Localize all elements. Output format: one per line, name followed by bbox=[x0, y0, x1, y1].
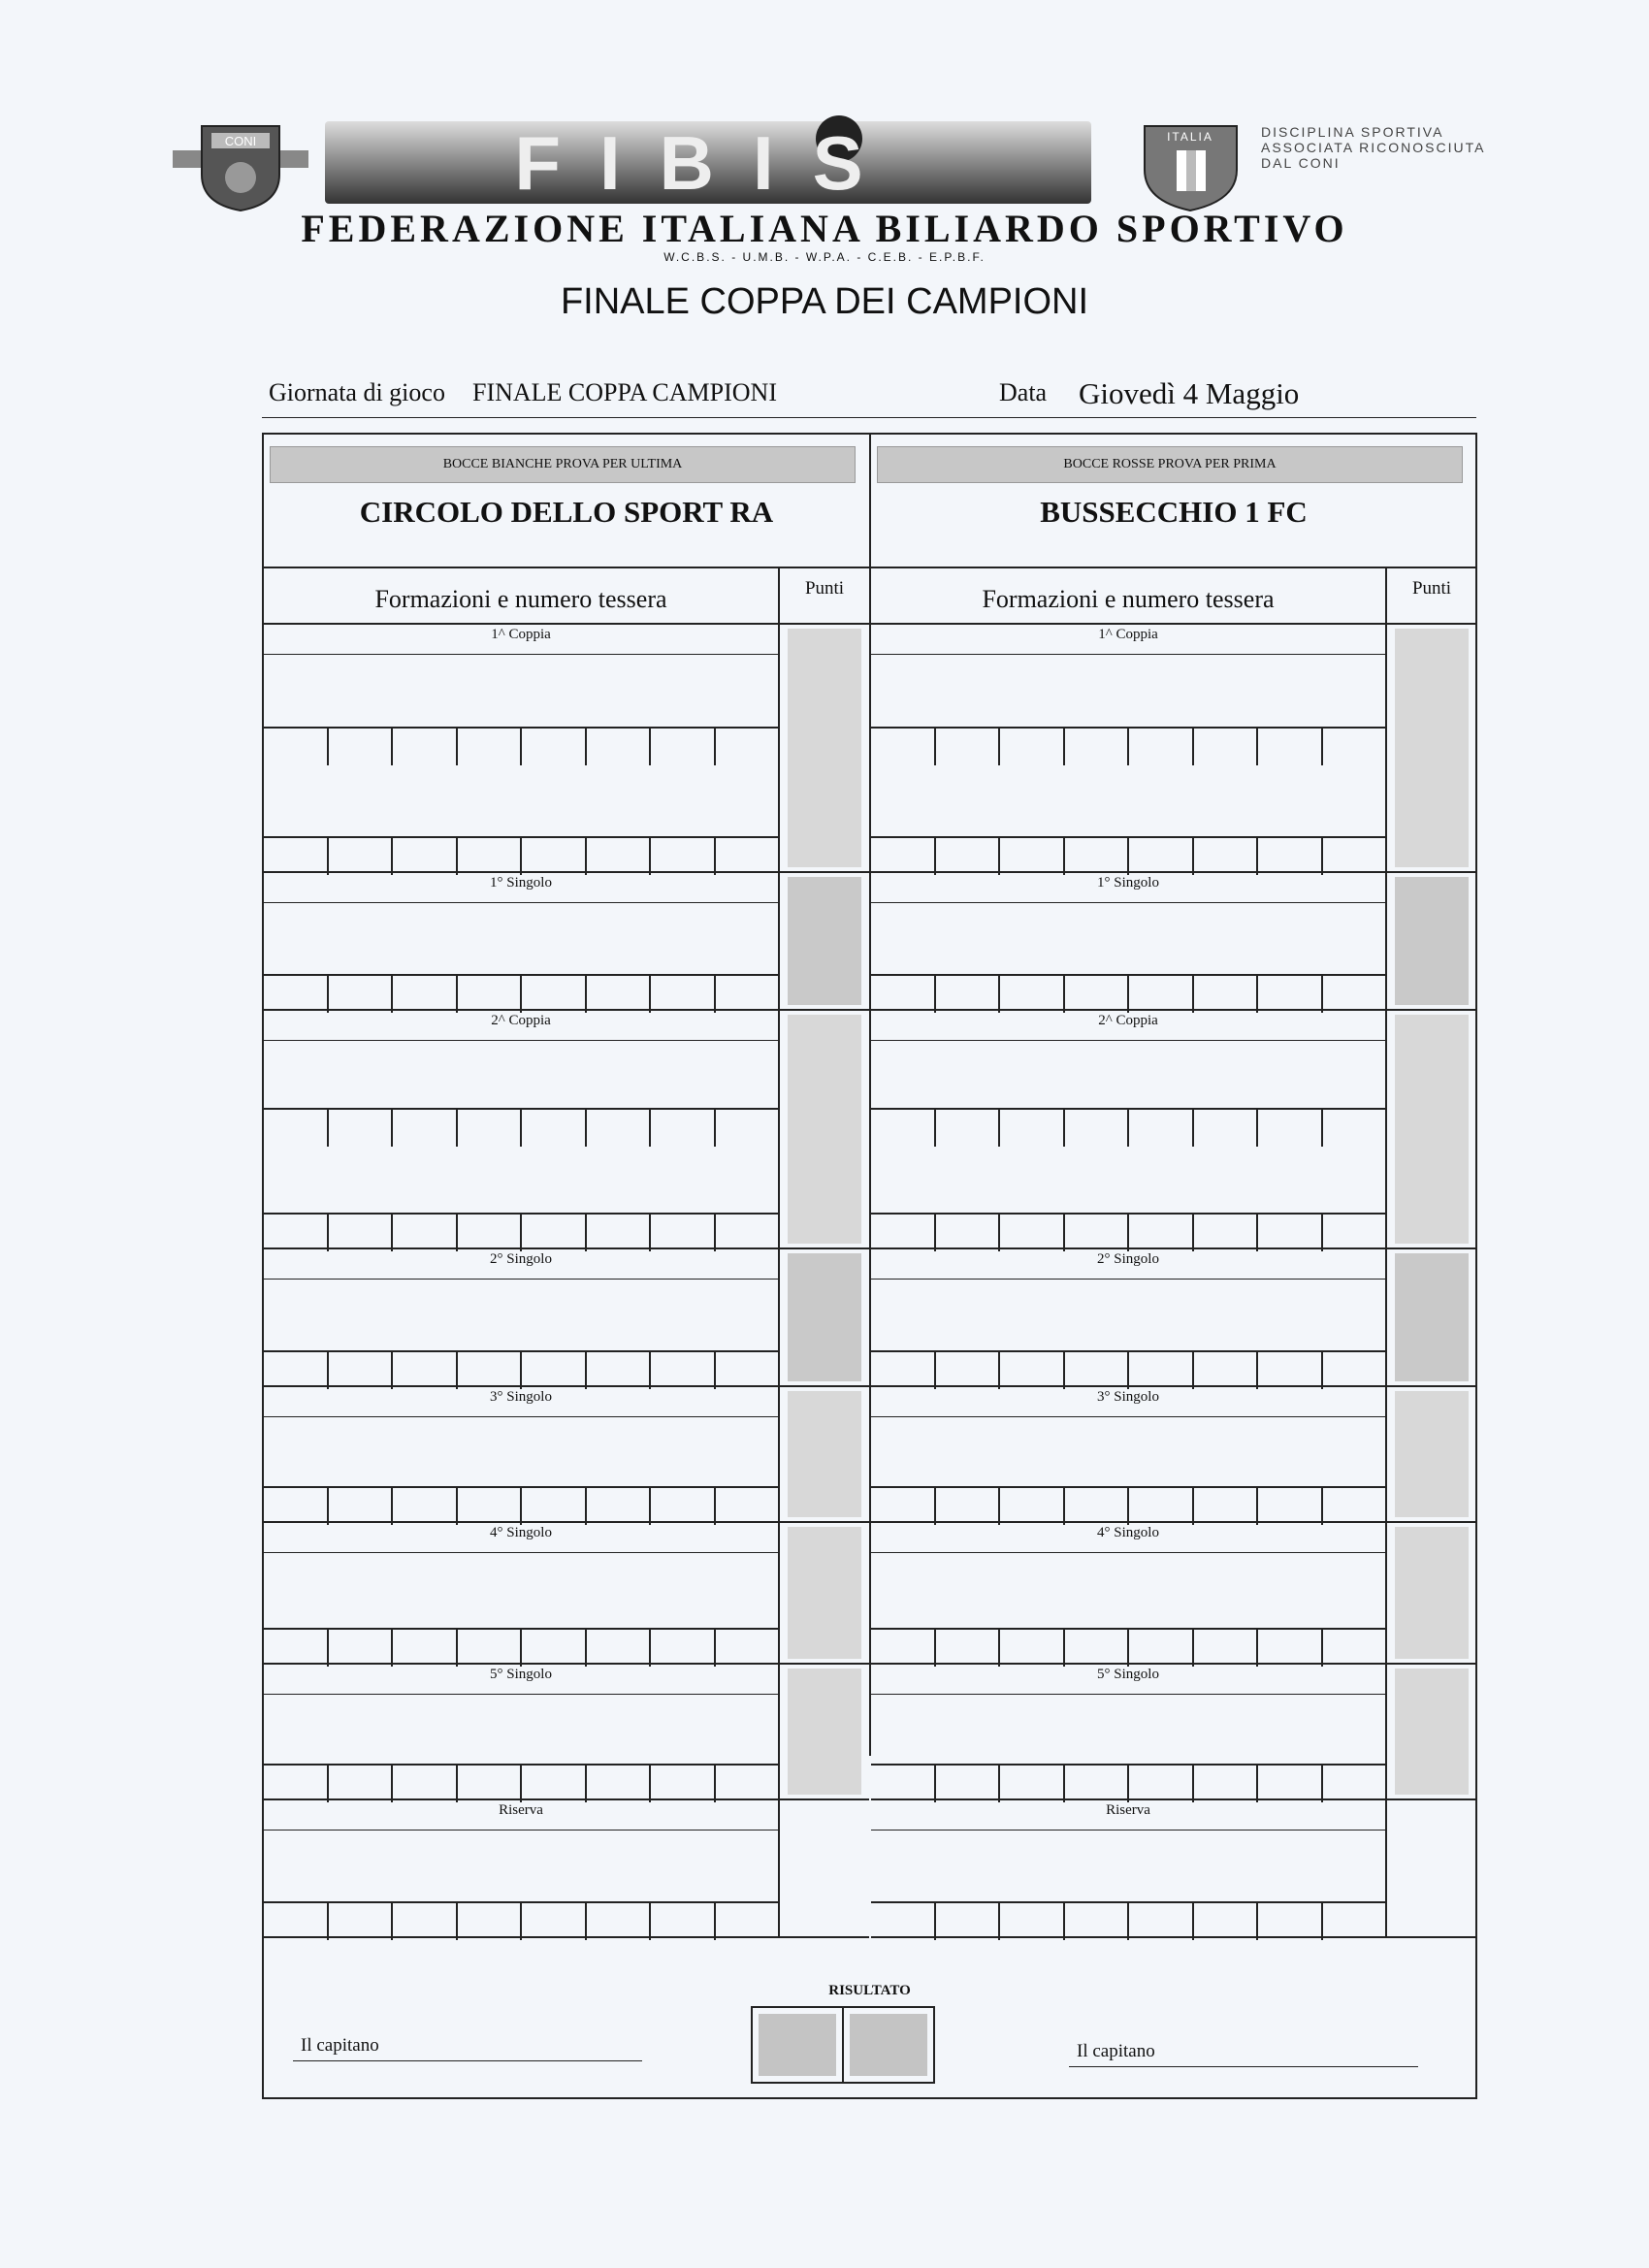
tessera-cell[interactable] bbox=[1129, 1630, 1194, 1667]
punti-shade bbox=[788, 1391, 861, 1517]
tessera-cell[interactable] bbox=[1194, 1903, 1259, 1940]
section-label: 3° Singolo bbox=[1097, 1389, 1159, 1405]
tessera-cell[interactable] bbox=[651, 729, 716, 765]
tessera-cell[interactable] bbox=[587, 976, 652, 1013]
tessera-cell[interactable] bbox=[587, 1630, 652, 1667]
tessera-cell[interactable] bbox=[1323, 1352, 1386, 1389]
tessera-cell[interactable] bbox=[1000, 1352, 1065, 1389]
section-rule bbox=[264, 654, 778, 655]
tessera-cell[interactable] bbox=[871, 1215, 936, 1251]
tessera-cell[interactable] bbox=[1065, 976, 1130, 1013]
section-rule bbox=[264, 902, 778, 903]
tessera-cell[interactable] bbox=[1129, 838, 1194, 875]
tessera-cells bbox=[264, 1350, 778, 1389]
tessera-cell[interactable] bbox=[1065, 729, 1130, 765]
right-punti-cell[interactable] bbox=[1387, 1665, 1476, 1800]
tessera-cell[interactable] bbox=[1194, 1630, 1259, 1667]
tessera-cell[interactable] bbox=[329, 838, 394, 875]
tessera-cell[interactable] bbox=[716, 1352, 779, 1389]
section-rule bbox=[264, 1830, 778, 1831]
tessera-cell[interactable] bbox=[393, 729, 458, 765]
tessera-cell[interactable] bbox=[393, 1630, 458, 1667]
tessera-cell[interactable] bbox=[1129, 729, 1194, 765]
affiliations: W.C.B.S. - U.M.B. - W.P.A. - C.E.B. - E.P.B.F. bbox=[663, 250, 986, 264]
section-label: 4° Singolo bbox=[490, 1525, 552, 1540]
right-section bbox=[871, 873, 1387, 1011]
tessera-cell[interactable] bbox=[871, 976, 936, 1013]
left-punti-cell[interactable] bbox=[780, 625, 869, 873]
tessera-cell[interactable] bbox=[1194, 1110, 1259, 1147]
section-rule bbox=[264, 1416, 778, 1417]
tessera-cell[interactable] bbox=[1194, 729, 1259, 765]
federation-name: FEDERAZIONE ITALIANA BILIARDO SPORTIVO bbox=[301, 207, 1348, 250]
tessera-cell[interactable] bbox=[587, 1110, 652, 1147]
tessera-cell[interactable] bbox=[1258, 1352, 1323, 1389]
tessera-cell[interactable] bbox=[458, 729, 523, 765]
giornata-value: FINALE COPPA CAMPIONI bbox=[472, 378, 777, 406]
tessera-cell[interactable] bbox=[264, 1352, 329, 1389]
discipline-line-1: DISCIPLINA SPORTIVA bbox=[1261, 124, 1444, 140]
tessera-cells bbox=[264, 1628, 778, 1667]
section-label: 5° Singolo bbox=[1097, 1667, 1159, 1682]
left-punti-header: Punti bbox=[804, 578, 845, 599]
tessera-cell[interactable] bbox=[264, 838, 329, 875]
tessera-cell[interactable] bbox=[1258, 1488, 1323, 1525]
tessera-cells bbox=[871, 974, 1385, 1013]
right-section bbox=[871, 1665, 1387, 1800]
tessera-cell[interactable] bbox=[458, 838, 523, 875]
tessera-cell[interactable] bbox=[264, 1766, 329, 1802]
left-column-header bbox=[264, 567, 869, 625]
tessera-cell[interactable] bbox=[936, 1110, 1001, 1147]
tessera-cell[interactable] bbox=[458, 1488, 523, 1525]
tessera-cell[interactable] bbox=[1000, 838, 1065, 875]
left-punti-cell[interactable] bbox=[780, 1249, 869, 1387]
section-rule bbox=[871, 1830, 1385, 1831]
right-captain-label: Il capitano bbox=[1077, 2041, 1155, 2061]
tessera-cell[interactable] bbox=[1258, 729, 1323, 765]
tessera-cells bbox=[264, 1764, 778, 1802]
tessera-cell[interactable] bbox=[1000, 729, 1065, 765]
right-section bbox=[871, 1800, 1387, 1938]
section-rule bbox=[871, 1694, 1385, 1695]
tessera-cell[interactable] bbox=[936, 838, 1001, 875]
right-punti-cell[interactable] bbox=[1387, 873, 1476, 1011]
tessera-cells bbox=[264, 1901, 778, 1940]
data-label: Data bbox=[999, 378, 1048, 406]
tessera-cell[interactable] bbox=[936, 1766, 1001, 1802]
right-column-header bbox=[871, 567, 1476, 625]
right-section bbox=[871, 1011, 1387, 1249]
tessera-cell[interactable] bbox=[329, 1630, 394, 1667]
section-label: 2° Singolo bbox=[1097, 1251, 1159, 1267]
left-captain-line[interactable] bbox=[293, 2060, 642, 2061]
punti-shade bbox=[788, 1527, 861, 1659]
tessera-cell[interactable] bbox=[522, 1766, 587, 1802]
tessera-cell[interactable] bbox=[264, 729, 329, 765]
tessera-cell[interactable] bbox=[393, 1766, 458, 1802]
tessera-cell[interactable] bbox=[651, 1110, 716, 1147]
tessera-cell[interactable] bbox=[871, 1488, 936, 1525]
coni-logo bbox=[173, 121, 308, 213]
score-sheet bbox=[262, 433, 1477, 2099]
meta-underline bbox=[262, 417, 1476, 418]
tessera-cell[interactable] bbox=[1000, 1488, 1065, 1525]
tessera-cell[interactable] bbox=[1194, 1215, 1259, 1251]
tessera-cell[interactable] bbox=[587, 1903, 652, 1940]
data-value: Giovedì 4 Maggio bbox=[1079, 376, 1300, 410]
right-punti-header: Punti bbox=[1411, 578, 1452, 599]
tessera-cell[interactable] bbox=[329, 1903, 394, 1940]
tessera-cell[interactable] bbox=[458, 1903, 523, 1940]
left-captain-label: Il capitano bbox=[301, 2035, 379, 2056]
tessera-cell[interactable] bbox=[1323, 1903, 1386, 1940]
italia-logo bbox=[1140, 121, 1242, 213]
tessera-cell[interactable] bbox=[936, 1903, 1001, 1940]
tessera-cell[interactable] bbox=[1323, 838, 1386, 875]
right-punti-cell[interactable] bbox=[1387, 1387, 1476, 1523]
tessera-cell[interactable] bbox=[393, 1903, 458, 1940]
left-punti-cell[interactable] bbox=[780, 1665, 869, 1800]
team-right-name: BUSSECCHIO 1 FC bbox=[1040, 495, 1308, 529]
left-section bbox=[264, 1387, 780, 1523]
tessera-cell[interactable] bbox=[1000, 1110, 1065, 1147]
tessera-cell[interactable] bbox=[329, 729, 394, 765]
tessera-cell[interactable] bbox=[1258, 1903, 1323, 1940]
tessera-cell[interactable] bbox=[716, 1110, 779, 1147]
tessera-cell[interactable] bbox=[716, 729, 779, 765]
tessera-cells bbox=[871, 1108, 1385, 1147]
team-right-header bbox=[871, 435, 1476, 567]
tessera-cell[interactable] bbox=[587, 1766, 652, 1802]
punti-shade bbox=[1395, 1253, 1469, 1381]
tessera-cell[interactable] bbox=[1194, 1488, 1259, 1525]
left-section bbox=[264, 1523, 780, 1665]
tessera-cell[interactable] bbox=[871, 1352, 936, 1389]
tessera-cell[interactable] bbox=[1194, 1352, 1259, 1389]
tessera-cell[interactable] bbox=[936, 1352, 1001, 1389]
punti-shade bbox=[1395, 1669, 1469, 1795]
section-rule bbox=[264, 1552, 778, 1553]
tessera-cell[interactable] bbox=[1194, 838, 1259, 875]
tessera-cell[interactable] bbox=[458, 976, 523, 1013]
tessera-cell[interactable] bbox=[1000, 1630, 1065, 1667]
punti-shade bbox=[1395, 1015, 1469, 1244]
tessera-cell[interactable] bbox=[1323, 1630, 1386, 1667]
tessera-cell[interactable] bbox=[871, 1110, 936, 1147]
tessera-cell[interactable] bbox=[1323, 1110, 1386, 1147]
left-punti-cell[interactable] bbox=[780, 1800, 869, 1938]
fibis-text: FIBIS bbox=[514, 120, 902, 206]
tessera-cell[interactable] bbox=[871, 1630, 936, 1667]
left-punti-cell[interactable] bbox=[780, 1387, 869, 1523]
discipline-line-2: ASSOCIATA RICONOSCIUTA bbox=[1261, 140, 1486, 155]
tessera-cell[interactable] bbox=[1000, 1766, 1065, 1802]
tessera-cell[interactable] bbox=[936, 976, 1001, 1013]
section-rule bbox=[871, 1279, 1385, 1280]
section-rule bbox=[871, 1416, 1385, 1417]
tessera-cells bbox=[264, 1213, 778, 1251]
team-right-band: BOCCE ROSSE PROVA PER PRIMA bbox=[877, 446, 1463, 483]
left-section bbox=[264, 1800, 780, 1938]
section-rule bbox=[871, 654, 1385, 655]
section-label: 1° Singolo bbox=[1097, 875, 1159, 891]
tessera-cell[interactable] bbox=[651, 1488, 716, 1525]
tessera-cell[interactable] bbox=[716, 976, 779, 1013]
tessera-cell[interactable] bbox=[1129, 1766, 1194, 1802]
section-rule bbox=[871, 902, 1385, 903]
tessera-cell[interactable] bbox=[587, 1488, 652, 1525]
section-label: 1^ Coppia bbox=[1098, 627, 1158, 642]
team-left-band: BOCCE BIANCHE PROVA PER ULTIMA bbox=[270, 446, 856, 483]
tessera-cell[interactable] bbox=[393, 976, 458, 1013]
right-section bbox=[871, 1523, 1387, 1665]
tessera-cells bbox=[871, 1486, 1385, 1525]
tessera-cell[interactable] bbox=[651, 1903, 716, 1940]
right-formazioni-header: Formazioni e numero tessera bbox=[871, 568, 1387, 623]
tessera-cell[interactable] bbox=[651, 976, 716, 1013]
tessera-cell[interactable] bbox=[458, 1215, 523, 1251]
section-label: Riserva bbox=[1106, 1802, 1150, 1818]
tessera-cell[interactable] bbox=[1065, 1766, 1130, 1802]
section-rule bbox=[264, 1694, 778, 1695]
left-section bbox=[264, 1011, 780, 1249]
tessera-cell[interactable] bbox=[1129, 1110, 1194, 1147]
tessera-cells bbox=[871, 727, 1385, 765]
tessera-cell[interactable] bbox=[587, 729, 652, 765]
left-section bbox=[264, 1249, 780, 1387]
tessera-cell[interactable] bbox=[936, 1630, 1001, 1667]
tessera-cells bbox=[871, 1764, 1385, 1802]
tessera-cell[interactable] bbox=[1129, 1488, 1194, 1525]
punti-shade bbox=[1395, 1527, 1469, 1659]
tessera-cell[interactable] bbox=[1258, 1215, 1323, 1251]
giornata-label: Giornata di gioco bbox=[269, 378, 445, 406]
tessera-cell[interactable] bbox=[1194, 976, 1259, 1013]
tessera-cell[interactable] bbox=[522, 1352, 587, 1389]
tessera-cell[interactable] bbox=[264, 1903, 329, 1940]
team-left-header bbox=[264, 435, 869, 567]
tessera-cell[interactable] bbox=[522, 838, 587, 875]
tessera-cell[interactable] bbox=[522, 1215, 587, 1251]
tessera-cells bbox=[871, 1213, 1385, 1251]
section-label: 2^ Coppia bbox=[491, 1013, 551, 1028]
tessera-cell[interactable] bbox=[329, 1352, 394, 1389]
tessera-cell[interactable] bbox=[458, 1110, 523, 1147]
tessera-cell[interactable] bbox=[1129, 1215, 1194, 1251]
tessera-cell[interactable] bbox=[1065, 1110, 1130, 1147]
tessera-cell[interactable] bbox=[1129, 1352, 1194, 1389]
tessera-cell[interactable] bbox=[1258, 976, 1323, 1013]
right-section bbox=[871, 1387, 1387, 1523]
page-title: FINALE COPPA DEI CAMPIONI bbox=[560, 281, 1089, 322]
tessera-cell[interactable] bbox=[936, 1215, 1001, 1251]
tessera-cells bbox=[871, 1901, 1385, 1940]
right-punti-cell[interactable] bbox=[1387, 625, 1476, 873]
section-label: 1° Singolo bbox=[490, 875, 552, 891]
fibis-logo bbox=[325, 112, 1091, 209]
tessera-cell[interactable] bbox=[1000, 1215, 1065, 1251]
tessera-cell[interactable] bbox=[522, 1630, 587, 1667]
tessera-cell[interactable] bbox=[393, 1110, 458, 1147]
tessera-cell[interactable] bbox=[1323, 976, 1386, 1013]
right-captain-line[interactable] bbox=[1069, 2066, 1418, 2067]
tessera-cell[interactable] bbox=[651, 838, 716, 875]
tessera-cell[interactable] bbox=[1065, 1488, 1130, 1525]
tessera-cells bbox=[264, 974, 778, 1013]
punti-shade bbox=[1395, 1391, 1469, 1517]
tessera-cell[interactable] bbox=[1129, 1903, 1194, 1940]
tessera-cell[interactable] bbox=[936, 1488, 1001, 1525]
section-rule bbox=[264, 1279, 778, 1280]
tessera-cell[interactable] bbox=[1000, 976, 1065, 1013]
coni-text: CONI bbox=[224, 134, 257, 148]
right-punti-cell[interactable] bbox=[1387, 1249, 1476, 1387]
punti-shade bbox=[788, 1669, 861, 1795]
left-formazioni-header: Formazioni e numero tessera bbox=[264, 568, 780, 623]
left-punti-cell[interactable] bbox=[780, 873, 869, 1011]
left-punti-cell[interactable] bbox=[780, 1523, 869, 1665]
italia-text: ITALIA bbox=[1167, 130, 1213, 144]
tessera-cells bbox=[264, 1486, 778, 1525]
result-label: RISULTATO bbox=[828, 1983, 911, 1998]
tessera-cell[interactable] bbox=[264, 976, 329, 1013]
tessera-cell[interactable] bbox=[716, 1215, 779, 1251]
tessera-cell[interactable] bbox=[871, 838, 936, 875]
tessera-cell[interactable] bbox=[587, 838, 652, 875]
tessera-cell[interactable] bbox=[1194, 1766, 1259, 1802]
tessera-cell[interactable] bbox=[1258, 1630, 1323, 1667]
tessera-cell[interactable] bbox=[871, 729, 936, 765]
tessera-cell[interactable] bbox=[329, 976, 394, 1013]
tessera-cell[interactable] bbox=[458, 1630, 523, 1667]
tessera-cell[interactable] bbox=[716, 1488, 779, 1525]
tessera-cell[interactable] bbox=[936, 729, 1001, 765]
section-label: Riserva bbox=[499, 1802, 543, 1818]
left-section bbox=[264, 873, 780, 1011]
tessera-cell[interactable] bbox=[393, 1215, 458, 1251]
right-punti-cell[interactable] bbox=[1387, 1800, 1476, 1938]
section-label: 3° Singolo bbox=[490, 1389, 552, 1405]
section-rule bbox=[871, 1040, 1385, 1041]
tessera-cell[interactable] bbox=[458, 1766, 523, 1802]
tessera-cells bbox=[264, 727, 778, 765]
tessera-cell[interactable] bbox=[587, 1215, 652, 1251]
tessera-cell[interactable] bbox=[393, 838, 458, 875]
tessera-cell[interactable] bbox=[329, 1215, 394, 1251]
right-punti-cell[interactable] bbox=[1387, 1011, 1476, 1249]
left-punti-cell[interactable] bbox=[780, 1011, 869, 1249]
tessera-cell[interactable] bbox=[393, 1488, 458, 1525]
tessera-cells bbox=[871, 836, 1385, 875]
tessera-cell[interactable] bbox=[1065, 838, 1130, 875]
tessera-cell[interactable] bbox=[1065, 1215, 1130, 1251]
punti-shade bbox=[788, 1015, 861, 1244]
section-rule bbox=[264, 1040, 778, 1041]
right-section bbox=[871, 625, 1387, 873]
tessera-cells bbox=[871, 1628, 1385, 1667]
tessera-cell[interactable] bbox=[329, 1766, 394, 1802]
left-section bbox=[264, 1665, 780, 1800]
tessera-cell[interactable] bbox=[264, 1630, 329, 1667]
punti-shade bbox=[788, 877, 861, 1005]
tessera-cell[interactable] bbox=[264, 1110, 329, 1147]
right-punti-cell[interactable] bbox=[1387, 1523, 1476, 1665]
tessera-cells bbox=[871, 1350, 1385, 1389]
punti-shade bbox=[788, 1253, 861, 1381]
right-section bbox=[871, 1249, 1387, 1387]
punti-shade bbox=[1395, 877, 1469, 1005]
left-section bbox=[264, 625, 780, 873]
tessera-cell[interactable] bbox=[1129, 976, 1194, 1013]
tessera-cell[interactable] bbox=[1323, 729, 1386, 765]
tessera-cell[interactable] bbox=[1258, 1110, 1323, 1147]
tessera-cell[interactable] bbox=[1258, 838, 1323, 875]
team-left-name: CIRCOLO DELLO SPORT RA bbox=[359, 495, 774, 529]
tessera-cell[interactable] bbox=[522, 976, 587, 1013]
punti-shade bbox=[788, 629, 861, 867]
tessera-cell[interactable] bbox=[651, 1766, 716, 1802]
result-right-cell[interactable] bbox=[844, 2008, 933, 2082]
result-box bbox=[751, 2006, 935, 2084]
tessera-cell[interactable] bbox=[716, 838, 779, 875]
tessera-cell[interactable] bbox=[264, 1488, 329, 1525]
tessera-cell[interactable] bbox=[1323, 1488, 1386, 1525]
tessera-cell[interactable] bbox=[651, 1630, 716, 1667]
section-label: 2^ Coppia bbox=[1098, 1013, 1158, 1028]
punti-shade bbox=[1395, 629, 1469, 867]
tessera-cell[interactable] bbox=[1258, 1766, 1323, 1802]
tessera-cell[interactable] bbox=[1323, 1215, 1386, 1251]
tessera-cell[interactable] bbox=[393, 1352, 458, 1389]
tessera-cell[interactable] bbox=[1065, 1630, 1130, 1667]
tessera-cell[interactable] bbox=[458, 1352, 523, 1389]
tessera-cell[interactable] bbox=[1065, 1903, 1130, 1940]
section-label: 5° Singolo bbox=[490, 1667, 552, 1682]
tessera-cell[interactable] bbox=[329, 1110, 394, 1147]
tessera-cell[interactable] bbox=[1000, 1903, 1065, 1940]
discipline-line-3: DAL CONI bbox=[1261, 155, 1341, 171]
discipline-text bbox=[1261, 124, 1485, 171]
tessera-cell[interactable] bbox=[651, 1215, 716, 1251]
tessera-cells bbox=[264, 1108, 778, 1147]
tessera-cell[interactable] bbox=[716, 1766, 779, 1802]
tessera-cell[interactable] bbox=[522, 1110, 587, 1147]
tessera-cell[interactable] bbox=[522, 729, 587, 765]
tessera-cell[interactable] bbox=[522, 1903, 587, 1940]
tessera-cell[interactable] bbox=[264, 1215, 329, 1251]
tessera-cell[interactable] bbox=[871, 1903, 936, 1940]
result-left-cell[interactable] bbox=[753, 2008, 844, 2082]
tessera-cell[interactable] bbox=[1323, 1766, 1386, 1802]
section-label: 2° Singolo bbox=[490, 1251, 552, 1267]
section-rule bbox=[871, 1552, 1385, 1553]
tessera-cell[interactable] bbox=[871, 1766, 936, 1802]
tessera-cell[interactable] bbox=[716, 1903, 779, 1940]
section-label: 1^ Coppia bbox=[491, 627, 551, 642]
tessera-cell[interactable] bbox=[329, 1488, 394, 1525]
tessera-cell[interactable] bbox=[587, 1352, 652, 1389]
tessera-cell[interactable] bbox=[651, 1352, 716, 1389]
section-label: 4° Singolo bbox=[1097, 1525, 1159, 1540]
tessera-cell[interactable] bbox=[1065, 1352, 1130, 1389]
tessera-cell[interactable] bbox=[716, 1630, 779, 1667]
tessera-cells bbox=[264, 836, 778, 875]
tessera-cell[interactable] bbox=[522, 1488, 587, 1525]
